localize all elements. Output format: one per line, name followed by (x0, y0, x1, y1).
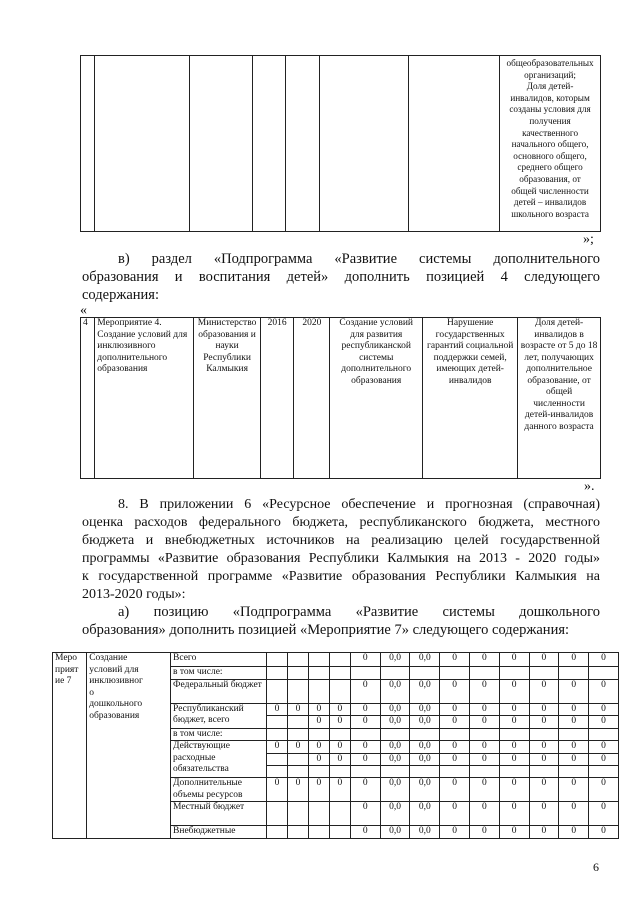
t1-line: начального общего, (511, 139, 589, 150)
t3-cell: 0 (267, 778, 288, 802)
t3-cell (287, 679, 308, 703)
t3-cell: 0 (499, 703, 529, 716)
t3-cell: 0 (350, 679, 380, 703)
t3-cell: 0 (308, 703, 329, 716)
t3-cell (499, 728, 529, 741)
t3-cell (267, 716, 288, 729)
t3-cell (410, 766, 440, 778)
t3-cell: 0,0 (410, 653, 440, 667)
t3-cell (380, 667, 410, 680)
t3-cell (350, 728, 380, 741)
t1-col-indicator (500, 56, 601, 232)
t3-cell: 0 (529, 703, 559, 716)
t3-cell: 0 (350, 753, 380, 766)
t3-cell (529, 667, 559, 680)
t3-cell (440, 766, 470, 778)
t3-cell (267, 728, 288, 741)
t3-cell: 0 (440, 753, 470, 766)
t3-cell: 0 (559, 703, 589, 716)
t3-cell: 0 (499, 741, 529, 754)
t3-cell: 0 (308, 753, 329, 766)
para-8 (82, 496, 600, 604)
para-v-line3: содержания: (82, 287, 160, 303)
t3-cell (287, 716, 308, 729)
t3-cell: 0 (529, 826, 559, 839)
t1-line: получения (529, 115, 571, 126)
t3-cell: 0 (559, 778, 589, 802)
t3-cell (529, 766, 559, 778)
t3-cell (329, 766, 350, 778)
t3-cell: 0 (529, 778, 559, 802)
t3-cell: 0 (499, 653, 529, 667)
t3-cell: 0 (529, 753, 559, 766)
t3-cell: 0 (469, 716, 499, 729)
t3-cell: 0 (350, 826, 380, 839)
t2-num: 4 (81, 318, 95, 479)
t3-cell: 0,0 (380, 703, 410, 716)
t3-cell: 0,0 (380, 802, 410, 826)
t3-cell (469, 766, 499, 778)
t1-close-mark: »; (583, 232, 594, 247)
t3-cell: 0,0 (410, 679, 440, 703)
t3-cell (267, 802, 288, 826)
t3-cell: 0 (499, 679, 529, 703)
t3-cell: 0 (469, 679, 499, 703)
t3-cell (329, 679, 350, 703)
t1-line: инвалидов, которым (510, 92, 590, 103)
t3-row-label: Местный бюджет (171, 802, 267, 826)
t3-cell: 0,0 (380, 778, 410, 802)
table-position-4 (80, 317, 601, 479)
para-v-line2: образования и воспитания детей» дополнить позицией 4 следующего (82, 269, 600, 285)
t2-close-mark: ». (584, 479, 595, 494)
t3-cell: 0 (589, 653, 619, 667)
t3-cell (329, 728, 350, 741)
para-a-line1: а) позицию «Подпрограмма «Развитие системы дошкольного (118, 604, 600, 620)
t1-col-num (81, 56, 95, 232)
t3-cell: 0 (559, 753, 589, 766)
t3-cell (589, 667, 619, 680)
t3-cell (440, 728, 470, 741)
t2-start: 2016 (260, 318, 294, 479)
t3-cell (329, 802, 350, 826)
t3-cell (559, 728, 589, 741)
t3-cell: 0,0 (410, 778, 440, 802)
t3-cell: 0 (559, 716, 589, 729)
t1-line: школьного возраста (511, 208, 589, 219)
t1-line: качественного (522, 127, 579, 138)
t1-col-event (94, 56, 189, 232)
t3-cell (440, 667, 470, 680)
t3-cell: 0 (559, 653, 589, 667)
t3-row-label: Внебюджетные (171, 826, 267, 839)
t3-cell: 0 (469, 753, 499, 766)
t3-cell: 0 (469, 826, 499, 839)
t3-cell: 0 (287, 741, 308, 754)
t3-cell: 0 (350, 703, 380, 716)
t3-cell: 0 (440, 679, 470, 703)
t1-line: основного общего, (513, 150, 587, 161)
t3-cell: 0 (559, 826, 589, 839)
t3-cell: 0,0 (410, 826, 440, 839)
t1-col-end (285, 56, 319, 232)
t3-cell (380, 766, 410, 778)
t3-row-label: в том числе: (171, 728, 267, 741)
t1-line: среднего общего (517, 162, 583, 173)
t3-cell: 0 (469, 741, 499, 754)
t3-cell: 0,0 (410, 741, 440, 754)
t3-cell: 0,0 (410, 753, 440, 766)
t2-indicator: Доля детей-инвалидов в возрасте от 5 до 18 лет, получающих дополнительное образование, от общей численности детей-инвалидов данного возраста (518, 318, 601, 479)
t3-cell: 0 (308, 716, 329, 729)
t1-col-consequence (409, 56, 500, 232)
t3-row-label: Действующие расходные обязательства (171, 741, 267, 778)
t3-row-label: Всего (171, 653, 267, 667)
t3-cell: 0 (440, 741, 470, 754)
t3-cell (267, 667, 288, 680)
t2-end: 2020 (294, 318, 330, 479)
t3-cell: 0 (499, 802, 529, 826)
t3-cell (469, 667, 499, 680)
t3-cell (380, 728, 410, 741)
t3-cell: 0 (499, 753, 529, 766)
t3-cell (287, 826, 308, 839)
t3-cell (559, 766, 589, 778)
t3-cell: 0 (589, 826, 619, 839)
t3-cell: 0,0 (380, 653, 410, 667)
t3-cell: 0,0 (380, 753, 410, 766)
t3-desc-cell: Создание условий для инклюзивног о дошкольного образования (87, 653, 171, 839)
t3-cell: 0 (589, 703, 619, 716)
t3-cell: 0 (267, 741, 288, 754)
t3-cell: 0 (308, 778, 329, 802)
t3-cell (589, 728, 619, 741)
t2-result: Создание условий для развития республиканской системы дополнительного образования (330, 318, 423, 479)
t3-cell (350, 667, 380, 680)
t3-cell: 0 (559, 741, 589, 754)
t1-line: общей численности (511, 185, 589, 196)
t3-cell: 0 (308, 741, 329, 754)
t3-cell: 0 (287, 778, 308, 802)
para8-line5: к государственной программе «Развитие образования Республики Калмыкия на (82, 569, 600, 584)
t2-executor: Министерство образования и науки Республики Калмыкия (194, 318, 260, 479)
t1-line: общеобразовательных (506, 58, 594, 68)
t3-cell (287, 802, 308, 826)
t3-cell: 0 (469, 802, 499, 826)
t3-cell: 0,0 (380, 679, 410, 703)
t3-cell (287, 728, 308, 741)
t3-cell (267, 826, 288, 839)
t3-cell: 0,0 (410, 703, 440, 716)
para8-line6: 2013-2020 годы»: (82, 587, 186, 602)
t3-cell: 0,0 (380, 716, 410, 729)
t3-cell: 0 (529, 653, 559, 667)
t3-cell: 0 (469, 653, 499, 667)
t3-cell: 0 (440, 826, 470, 839)
t3-cell: 0 (329, 778, 350, 802)
t3-cell: 0 (589, 741, 619, 754)
t2-event: Мероприятие 4. Создание условий для инклюзивного дополнительного образования (95, 318, 194, 479)
t3-cell (287, 766, 308, 778)
t3-cell: 0 (559, 679, 589, 703)
t3-cell: 0 (499, 716, 529, 729)
t3-cell: 0,0 (380, 826, 410, 839)
t3-cell: 0 (329, 703, 350, 716)
t3-cell: 0 (529, 802, 559, 826)
t1-col-start (253, 56, 285, 232)
t1-line: организаций; (524, 69, 576, 80)
t3-cell: 0 (529, 716, 559, 729)
t3-cell: 0 (350, 653, 380, 667)
t3-cell (329, 653, 350, 667)
t3-cell (308, 766, 329, 778)
t3-cell: 0 (440, 716, 470, 729)
t3-row-label: Республиканский бюджет, всего (171, 703, 267, 728)
t3-cell (329, 826, 350, 839)
t3-cell (499, 667, 529, 680)
t2-open-mark: « (80, 303, 87, 318)
t3-row-label: Дополнительные объемы ресурсов (171, 778, 267, 802)
t3-cell: 0 (589, 679, 619, 703)
t1-col-executor (189, 56, 253, 232)
t3-cell (529, 728, 559, 741)
t3-cell: 0 (287, 703, 308, 716)
t3-cell: 0 (469, 703, 499, 716)
t1-line: образования, от (519, 173, 581, 184)
t3-cell: 0,0 (410, 716, 440, 729)
t3-cell: 0 (350, 802, 380, 826)
t3-cell (287, 753, 308, 766)
t3-cell: 0 (589, 778, 619, 802)
t3-cell: 0 (350, 778, 380, 802)
t3-cell: 0 (499, 826, 529, 839)
t3-cell: 0 (499, 778, 529, 802)
t3-cell: 0 (350, 716, 380, 729)
t3-cell: 0 (267, 703, 288, 716)
t3-cell: 0 (559, 802, 589, 826)
para-a (82, 603, 600, 639)
t3-cell: 0 (529, 679, 559, 703)
t3-cell (410, 728, 440, 741)
t3-cell (308, 667, 329, 680)
t1-line: созданы условия для (509, 104, 591, 115)
t3-cell: 0 (350, 741, 380, 754)
t3-cell (410, 667, 440, 680)
t3-cell (559, 667, 589, 680)
t3-cell: 0 (440, 778, 470, 802)
t3-cell: 0,0 (380, 741, 410, 754)
t3-cell (287, 667, 308, 680)
t3-event-cell: Меро прият ие 7 (53, 653, 87, 839)
t3-cell: 0 (329, 753, 350, 766)
t3-cell (469, 728, 499, 741)
t1-col-result (320, 56, 409, 232)
para8-line1: 8. В приложении 6 «Ресурсное обеспечение и прогнозная (справочная) (118, 497, 600, 512)
table-continuation (80, 55, 601, 232)
t3-cell (350, 766, 380, 778)
t3-cell: 0 (529, 741, 559, 754)
para-v-line1: в) раздел «Подпрограмма «Развитие системы дополнительного (118, 251, 600, 267)
t3-cell (329, 667, 350, 680)
t3-cell (267, 679, 288, 703)
t3-row-label: в том числе: (171, 667, 267, 680)
t3-cell: 0 (440, 703, 470, 716)
page-number: 6 (593, 860, 599, 874)
para-v (82, 250, 600, 304)
t3-cell: 0 (589, 753, 619, 766)
t3-row-label: Федеральный бюджет (171, 679, 267, 703)
t3-cell (267, 753, 288, 766)
t3-cell (499, 766, 529, 778)
t3-cell: 0 (440, 802, 470, 826)
t1-line: детей – инвалидов (513, 197, 587, 208)
t3-cell (308, 679, 329, 703)
t3-cell: 0 (329, 716, 350, 729)
t3-cell (308, 728, 329, 741)
t3-cell: 0 (589, 802, 619, 826)
t3-cell (308, 653, 329, 667)
t3-cell (267, 766, 288, 778)
t3-cell (267, 653, 288, 667)
t3-cell: 0 (469, 778, 499, 802)
t3-cell: 0 (440, 653, 470, 667)
para8-line3: бюджета и внебюджетных источников на реализацию целей государственной (82, 533, 600, 548)
t2-consequence: Нарушение государственных гарантий социальной поддержки семей, имеющих детей-инвалидов (423, 318, 518, 479)
para8-line4: программы «Развитие образования Республики Калмыкия на 2013 - 2020 годы» (82, 551, 600, 566)
t3-cell: 0 (589, 716, 619, 729)
para-a-line2: образования» дополнить позицией «Мероприятие 7» следующего содержания: (82, 622, 570, 638)
t3-cell (308, 802, 329, 826)
t3-cell: 0 (329, 741, 350, 754)
para8-line2: оценка расходов федерального бюджета, республиканского бюджета, местного (82, 515, 600, 530)
table-resources (52, 652, 619, 839)
t1-line: Доля детей- (526, 81, 574, 92)
t3-cell (287, 653, 308, 667)
t3-cell: 0,0 (410, 802, 440, 826)
t3-cell (308, 826, 329, 839)
t3-cell (589, 766, 619, 778)
